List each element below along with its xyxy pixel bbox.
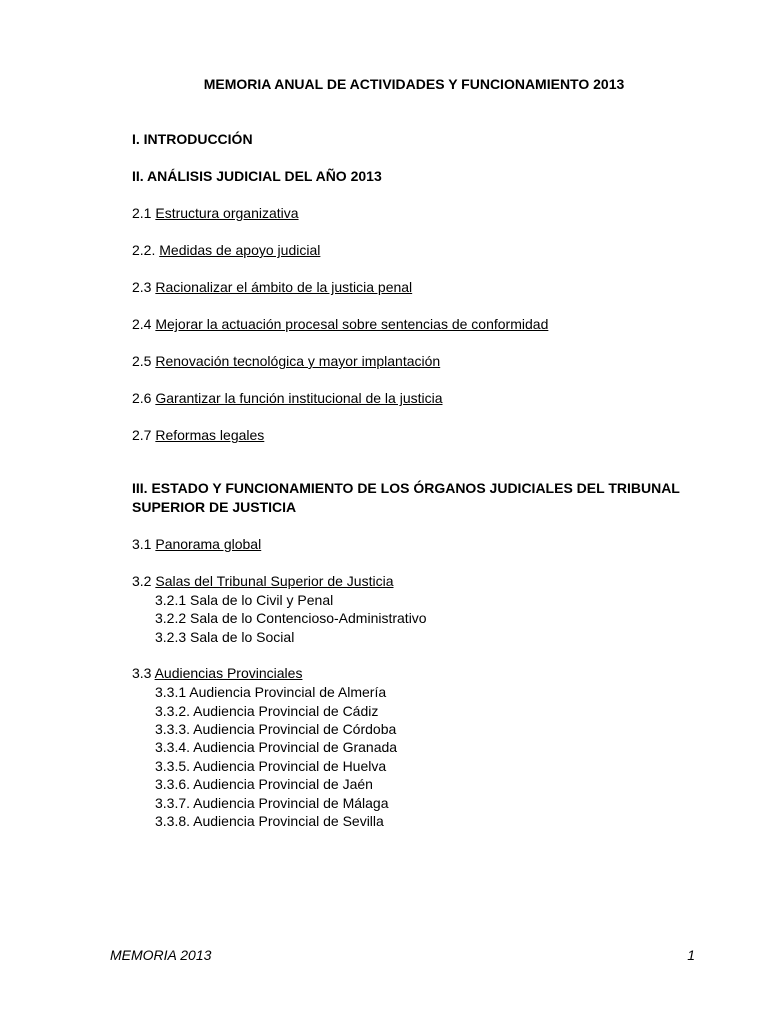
toc-link-mejorar[interactable]: Mejorar la actuación procesal sobre sentencias de conformidad bbox=[155, 316, 549, 332]
toc-link-renovacion[interactable]: Renovación tecnológica y mayor implantación bbox=[155, 353, 441, 369]
document-title: MEMORIA ANUAL DE ACTIVIDADES Y FUNCIONAMIENTO 2013 bbox=[203, 76, 625, 92]
list-item: 3.3.8. Audiencia Provincial de Sevilla bbox=[155, 813, 384, 830]
toc-entry-2-7 bbox=[132, 426, 712, 445]
toc-entry-3-2 bbox=[132, 572, 712, 591]
section-heading-intro: I. INTRODUCCIÓN bbox=[132, 131, 253, 147]
toc-entry-number: 2.4 bbox=[132, 316, 152, 332]
toc-entry-2-4 bbox=[132, 315, 712, 334]
toc-link-garantizar[interactable]: Garantizar la función institucional de la justicia bbox=[155, 390, 443, 406]
toc-entry-2-5 bbox=[132, 352, 712, 371]
toc-entry-number: 2.5 bbox=[132, 353, 152, 369]
list-item: 3.3.3. Audiencia Provincial de Córdoba bbox=[155, 721, 397, 738]
toc-entry-number: 3.2 bbox=[132, 573, 152, 589]
toc-link-reformas[interactable]: Reformas legales bbox=[155, 427, 265, 443]
salas-sub-list bbox=[132, 591, 712, 646]
toc-entry-number: 2.6 bbox=[132, 390, 152, 406]
toc-link-panorama[interactable]: Panorama global bbox=[155, 536, 262, 552]
list-item: 3.2.1 Sala de lo Civil y Penal bbox=[155, 592, 334, 608]
table-of-contents bbox=[132, 130, 712, 830]
list-item: 3.3.2. Audiencia Provincial de Cádiz bbox=[155, 702, 379, 719]
toc-link-racionalizar[interactable]: Racionalizar el ámbito de la justicia penal bbox=[155, 279, 413, 295]
section-heading-state bbox=[132, 479, 712, 517]
list-item: 3.3.7. Audiencia Provincial de Málaga bbox=[155, 794, 389, 811]
toc-link-audiencias[interactable]: Audiencias Provinciales bbox=[154, 665, 303, 682]
toc-entry-number: 2.2. bbox=[132, 242, 156, 258]
toc-entry-number: 2.3 bbox=[132, 279, 152, 295]
footer-document-name: MEMORIA 2013 bbox=[110, 947, 212, 963]
list-item: 3.2.2 Sala de lo Contencioso-Administrativo bbox=[155, 610, 427, 627]
footer-page-number: 1 bbox=[687, 947, 695, 963]
toc-entry-3-3 bbox=[132, 664, 712, 683]
toc-entry-2-3 bbox=[132, 278, 712, 297]
section-heading-state-line: SUPERIOR DE JUSTICIA bbox=[132, 499, 297, 515]
toc-entry-number: 3.1 bbox=[132, 536, 152, 552]
toc-entry-2-1 bbox=[132, 204, 712, 223]
toc-entry-number: 2.1 bbox=[132, 205, 152, 221]
section-heading-state-line: III. ESTADO Y FUNCIONAMIENTO DE LOS ÓRGANOS JUDICIALES DEL TRIBUNAL bbox=[132, 480, 680, 496]
toc-link-salas[interactable]: Salas del Tribunal Superior de Justicia bbox=[155, 573, 394, 589]
toc-link-medidas[interactable]: Medidas de apoyo judicial bbox=[159, 242, 321, 258]
list-item: 3.3.5. Audiencia Provincial de Huelva bbox=[155, 757, 387, 774]
toc-entry-2-2 bbox=[132, 241, 712, 260]
toc-link-estructura[interactable]: Estructura organizativa bbox=[155, 205, 299, 221]
section-heading-analysis: II. ANÁLISIS JUDICIAL DEL AÑO 2013 bbox=[132, 168, 382, 184]
list-item: 3.2.3 Sala de lo Social bbox=[155, 628, 295, 645]
toc-entry-3-1 bbox=[132, 535, 712, 554]
audiencias-sub-list bbox=[132, 683, 712, 830]
toc-entry-2-6 bbox=[132, 389, 712, 408]
toc-entry-number: 2.7 bbox=[132, 427, 152, 443]
toc-entry-number: 3.3 bbox=[132, 665, 152, 682]
list-item: 3.3.6. Audiencia Provincial de Jaén bbox=[155, 776, 373, 793]
list-item: 3.3.4. Audiencia Provincial de Granada bbox=[155, 739, 398, 756]
list-item: 3.3.1 Audiencia Provincial de Almería bbox=[155, 684, 387, 701]
